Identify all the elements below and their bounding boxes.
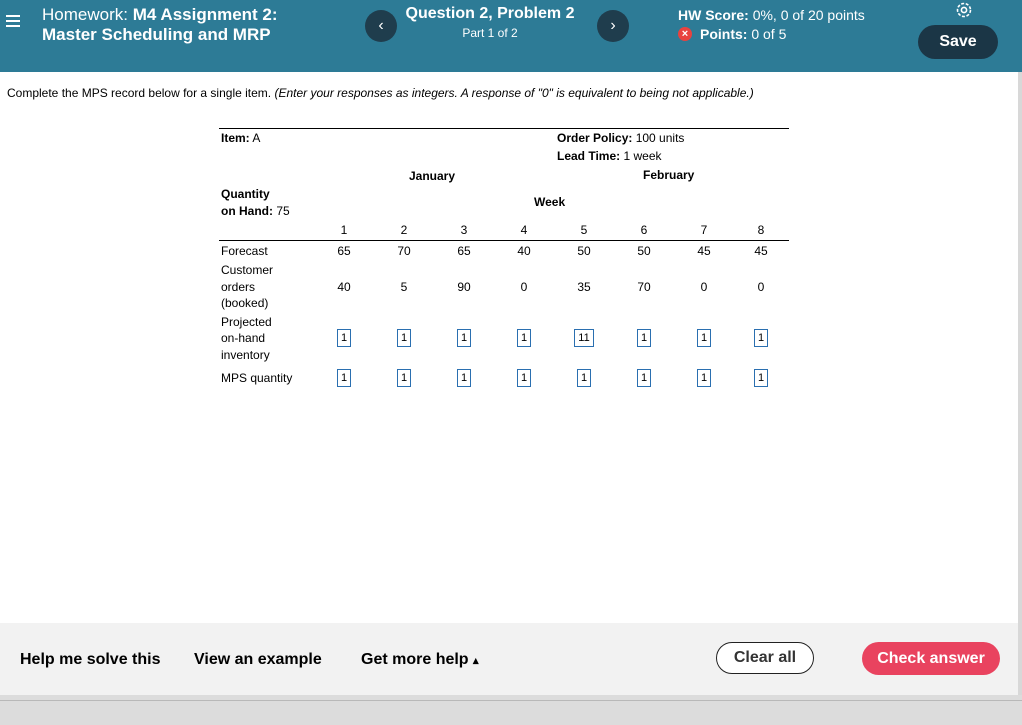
forecast-week-2: 70 (397, 244, 411, 258)
clear-all-button[interactable]: Clear all (716, 642, 814, 674)
projected-label-2: on-hand (221, 331, 266, 345)
forecast-week-4: 40 (517, 244, 531, 258)
forecast-label: Forecast (221, 244, 268, 258)
instructions (7, 86, 754, 100)
get-more-help-label: Get more help (361, 651, 469, 668)
forecast-week-8: 45 (754, 244, 768, 258)
question-part-text: Part 1 of 2 (462, 26, 518, 40)
header-rule (219, 240, 789, 241)
week-number-week-2: 2 (400, 223, 408, 237)
mps-quantity-input-week-8[interactable]: 1 (754, 369, 768, 387)
forecast-week-3: 65 (457, 244, 471, 258)
lead-time-value: 1 week (623, 149, 662, 163)
week-number-week-4: 4 (520, 223, 528, 237)
projected-on-hand-input-week-7[interactable]: 1 (697, 329, 711, 347)
customer-orders-week-2: 5 (400, 280, 408, 294)
mps-record (219, 128, 789, 398)
order-policy-label: Order Policy: (557, 131, 633, 145)
order-policy-value: 100 units (635, 131, 685, 145)
customer-orders-week-4: 0 (520, 280, 528, 294)
week-number-week-8: 8 (757, 223, 765, 237)
caret-up-icon: ▴ (473, 655, 479, 667)
month-february: February (643, 168, 695, 182)
week-number-week-6: 6 (640, 223, 648, 237)
next-question-button[interactable]: › (597, 10, 629, 42)
footer-bar (0, 623, 1018, 695)
week-number-week-3: 3 (460, 223, 468, 237)
homework-prefix: Homework: (42, 5, 128, 24)
forecast-week-5: 50 (577, 244, 591, 258)
customer-orders-label-3: (booked) (221, 296, 269, 310)
points-value: 0 of 5 (751, 26, 787, 42)
customer-orders-label-1: Customer (221, 263, 274, 277)
lead-time (557, 149, 662, 163)
customer-orders-week-6: 70 (637, 280, 651, 294)
projected-on-hand-input-week-1[interactable]: 1 (337, 329, 351, 347)
scrollbar-track (1018, 72, 1022, 702)
on-hand-row (221, 204, 290, 218)
points-label: Points: (700, 26, 748, 42)
question-title-text: Question 2, Problem 2 (405, 5, 575, 22)
forecast-week-1: 65 (337, 244, 351, 258)
mps-quantity-input-week-1[interactable]: 1 (337, 369, 351, 387)
projected-on-hand-input-week-6[interactable]: 1 (637, 329, 651, 347)
instructions-note: (Enter your responses as integers. A response of "0" is equivalent to being not applicable.) (274, 86, 754, 100)
mps-quantity-input-week-4[interactable]: 1 (517, 369, 531, 387)
customer-orders-label-2: orders (221, 280, 256, 294)
item-value: A (252, 131, 261, 145)
view-example-link[interactable]: View an example (194, 651, 322, 668)
projected-on-hand-input-week-3[interactable]: 1 (457, 329, 471, 347)
month-january: January (409, 169, 456, 183)
order-policy (557, 131, 684, 145)
on-hand-value: 75 (276, 204, 290, 218)
item-row (221, 131, 260, 145)
projected-label-3: inventory (221, 348, 270, 362)
instructions-text: Complete the MPS record below for a single item. (7, 86, 272, 100)
settings-gear-icon[interactable] (954, 0, 974, 20)
hw-score-value: 0%, 0 of 20 points (752, 7, 865, 23)
week-label: Week (534, 195, 566, 209)
quantity-label: Quantity (221, 187, 270, 201)
projected-on-hand-input-week-8[interactable]: 1 (754, 329, 768, 347)
incorrect-icon: × (678, 27, 692, 41)
projected-on-hand-input-week-5[interactable]: 11 (574, 329, 594, 347)
previous-question-button[interactable]: ‹ (365, 10, 397, 42)
mps-quantity-label: MPS quantity (221, 371, 293, 385)
projected-on-hand-input-week-2[interactable]: 1 (397, 329, 411, 347)
lead-time-label: Lead Time: (557, 149, 621, 163)
help-me-solve-link[interactable]: Help me solve this (20, 651, 161, 668)
mps-quantity-input-week-7[interactable]: 1 (697, 369, 711, 387)
homework-title (42, 5, 278, 45)
check-answer-button[interactable]: Check answer (862, 642, 1000, 675)
top-rule (219, 128, 789, 129)
save-button[interactable]: Save (918, 25, 998, 59)
mps-quantity-input-week-5[interactable]: 1 (577, 369, 591, 387)
customer-orders-week-5: 35 (577, 280, 591, 294)
customer-orders-week-1: 40 (337, 280, 351, 294)
mps-quantity-input-week-3[interactable]: 1 (457, 369, 471, 387)
homework-title-bold: M4 Assignment 2: (132, 5, 278, 24)
hw-score-label: HW Score: (678, 7, 749, 23)
score-panel (678, 7, 865, 42)
on-hand-label: on Hand: (221, 204, 273, 218)
projected-label-1: Projected (221, 315, 272, 329)
customer-orders-week-8: 0 (757, 280, 765, 294)
menu-icon[interactable] (6, 12, 20, 30)
question-title (400, 5, 580, 40)
get-more-help-link[interactable] (361, 651, 479, 669)
homework-title-line2: Master Scheduling and MRP (42, 25, 271, 44)
item-label: Item: (221, 131, 250, 145)
top-bar (0, 0, 1022, 72)
customer-orders-week-3: 90 (457, 280, 471, 294)
week-number-week-7: 7 (700, 223, 708, 237)
forecast-week-6: 50 (637, 244, 651, 258)
projected-on-hand-input-week-4[interactable]: 1 (517, 329, 531, 347)
mps-quantity-input-week-6[interactable]: 1 (637, 369, 651, 387)
mps-quantity-input-week-2[interactable]: 1 (397, 369, 411, 387)
bottom-divider (0, 700, 1022, 701)
week-number-week-1: 1 (340, 223, 348, 237)
week-number-week-5: 5 (580, 223, 588, 237)
forecast-week-7: 45 (697, 244, 711, 258)
customer-orders-week-7: 0 (700, 280, 708, 294)
